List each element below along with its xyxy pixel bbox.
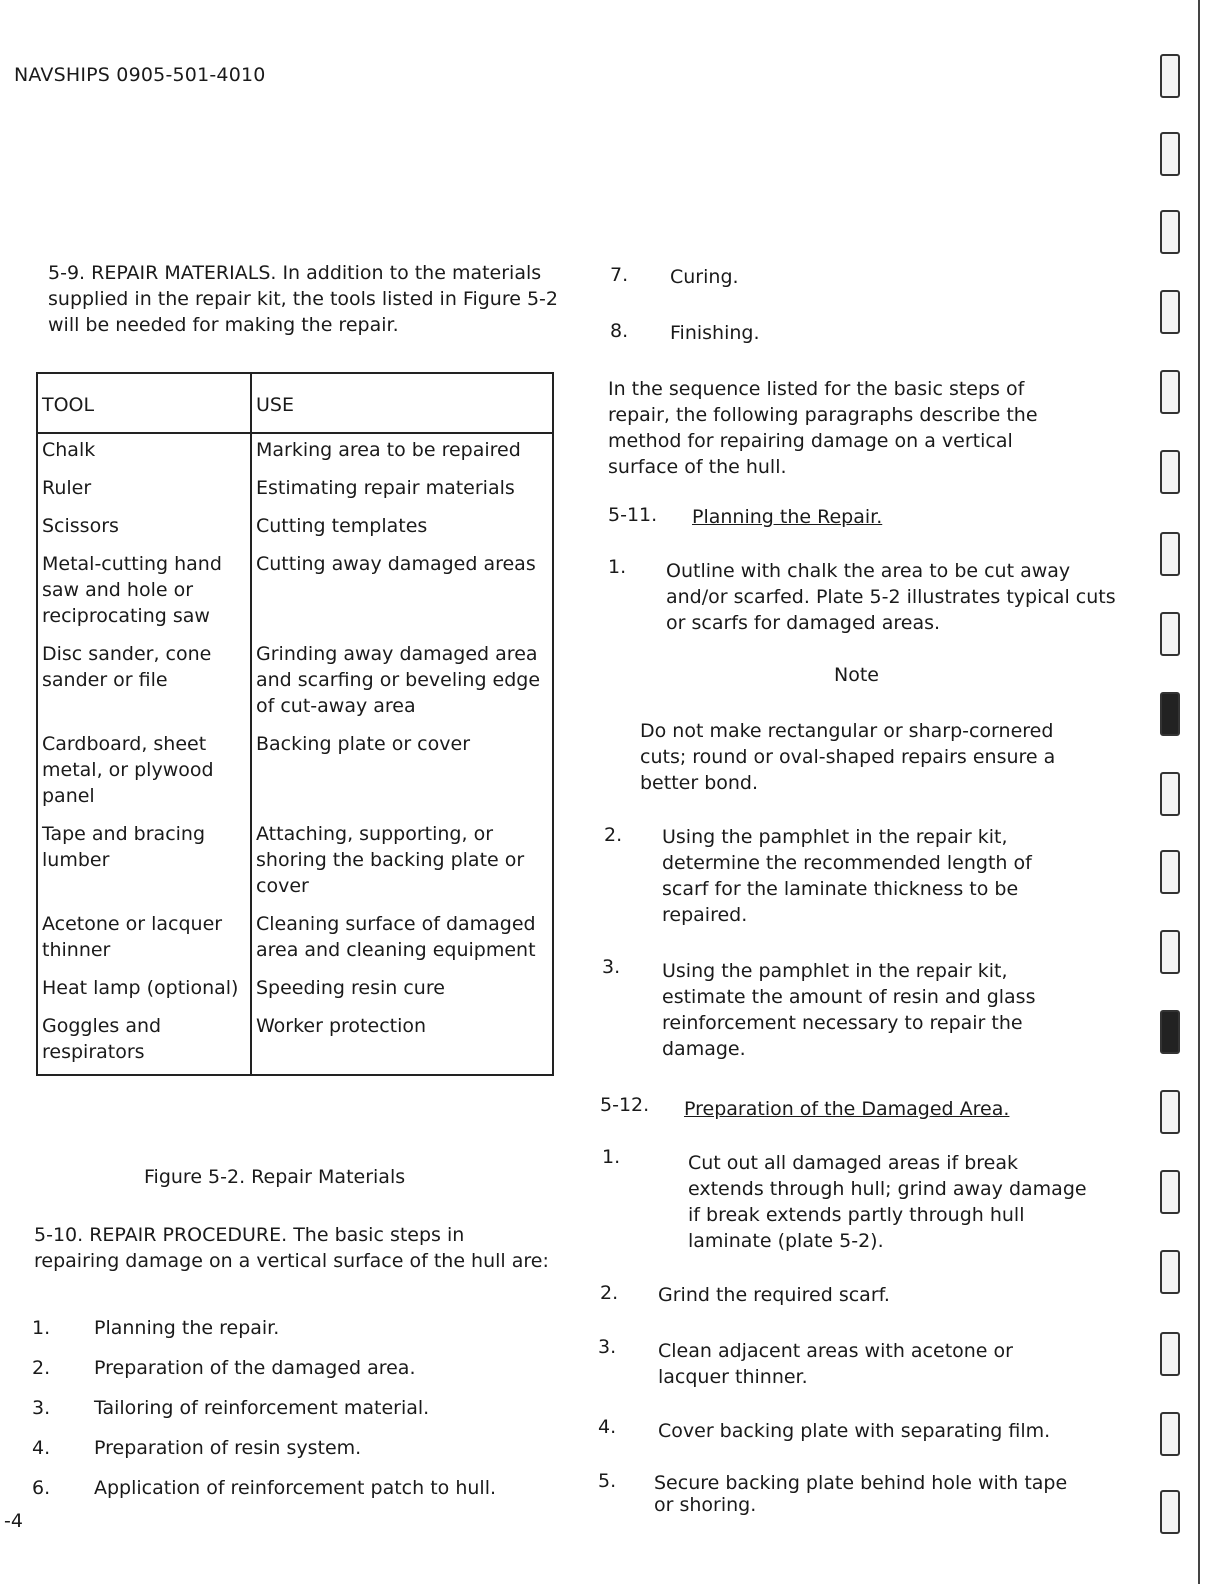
tool-cell: Tape and bracing lumber: [37, 818, 251, 908]
list-item: [32, 1394, 572, 1434]
binder-hole: [1160, 370, 1180, 414]
prep-step-5-number: 5.: [598, 1470, 617, 1492]
table-header-row: [37, 373, 553, 433]
plan-step-1-number: 1.: [608, 556, 627, 578]
basic-steps-list: [32, 1314, 572, 1514]
prep-step-4-text: Cover backing plate with separating film.: [658, 1420, 1051, 1442]
plan-step-2-number: 2.: [604, 824, 623, 846]
use-cell: Marking area to be repaired: [256, 439, 521, 461]
binder-hole: [1160, 532, 1180, 576]
use-cell: Estimating repair materials: [256, 477, 515, 499]
tool-cell: Goggles and respirators: [37, 1010, 251, 1075]
use-cell: Speeding resin cure: [256, 977, 445, 999]
prep-step-1-number: 1.: [602, 1146, 621, 1168]
sequence-intro-paragraph: In the sequence listed for the basic steps of repair, the following paragraphs describe the method for repairing damage on a vertical surface of the hull.: [608, 378, 1038, 478]
table-row: [37, 818, 553, 908]
page-edge-line: [1198, 0, 1200, 1584]
step-7-number: 7.: [610, 264, 629, 286]
prep-step-5-text: Secure backing plate behind hole with tape or shoring.: [654, 1472, 1068, 1516]
use-cell: Cleaning surface of damaged area and cleaning equipment: [256, 913, 536, 961]
step-number: 2.: [32, 1357, 51, 1379]
section-5-12-title: Preparation of the Damaged Area.: [684, 1098, 1010, 1120]
binder-hole: [1160, 692, 1180, 736]
binder-hole: [1160, 930, 1180, 974]
table-row: [37, 472, 553, 510]
note-title: Note: [834, 664, 879, 686]
binder-hole: [1160, 1250, 1180, 1294]
column-header-tool: TOOL: [37, 373, 251, 433]
binder-hole: [1160, 1412, 1180, 1456]
binder-hole: [1160, 1490, 1180, 1534]
binder-hole: [1160, 772, 1180, 816]
table-row: [37, 1010, 553, 1075]
note-text: Do not make rectangular or sharp-cornered cuts; round or oval-shaped repairs ensure a better bond.: [640, 720, 1056, 794]
step-number: 4.: [32, 1437, 51, 1459]
step-number: 1.: [32, 1317, 51, 1339]
binder-hole: [1160, 1332, 1180, 1376]
table-row: [37, 728, 553, 818]
step-7-text: Curing.: [670, 266, 739, 288]
list-item: [32, 1314, 572, 1354]
binder-hole: [1160, 612, 1180, 656]
binder-hole: [1160, 450, 1180, 494]
step-text: Preparation of resin system.: [94, 1437, 362, 1459]
plan-step-3-text: Using the pamphlet in the repair kit, estimate the amount of resin and glass reinforcement necessary to repair the damage.: [662, 960, 1036, 1060]
use-cell: Worker protection: [256, 1015, 427, 1037]
section-5-12-number: 5-12.: [600, 1094, 650, 1116]
table-row: [37, 972, 553, 1010]
step-text: Tailoring of reinforcement material.: [94, 1397, 430, 1419]
repair-materials-table: [36, 372, 554, 1076]
use-cell: Grinding away damaged area and scarfing or beveling edge of cut-away area: [256, 643, 541, 717]
plan-step-3-number: 3.: [602, 956, 621, 978]
section-5-11-title: Planning the Repair.: [692, 506, 883, 528]
section-5-11-number: 5-11.: [608, 504, 658, 526]
binder-hole: [1160, 290, 1180, 334]
tool-cell: Acetone or lacquer thinner: [37, 908, 251, 972]
tool-cell: Chalk: [37, 433, 251, 472]
table-row: [37, 548, 553, 638]
plan-step-1-text: Outline with chalk the area to be cut away and/or scarfed. Plate 5-2 illustrates typical cuts or scarfs for damaged areas.: [666, 560, 1116, 634]
tool-cell: Metal-cutting hand saw and hole or reciprocating saw: [37, 548, 251, 638]
prep-step-3-text: Clean adjacent areas with acetone or lacquer thinner.: [658, 1340, 1013, 1388]
binder-hole: [1160, 1010, 1180, 1054]
list-item: [32, 1434, 572, 1474]
step-text: Planning the repair.: [94, 1317, 280, 1339]
tool-cell: Scissors: [37, 510, 251, 548]
table-row: [37, 433, 553, 472]
page-number: -4: [4, 1510, 23, 1532]
use-cell: Backing plate or cover: [256, 733, 471, 755]
step-text: Preparation of the damaged area.: [94, 1357, 416, 1379]
binder-hole: [1160, 54, 1180, 98]
use-cell: Attaching, supporting, or shoring the backing plate or cover: [256, 823, 525, 897]
tool-cell: Disc sander, cone sander or file: [37, 638, 251, 728]
prep-step-2-number: 2.: [600, 1282, 619, 1304]
list-item: [32, 1474, 572, 1514]
table-row: [37, 510, 553, 548]
prep-step-2-text: Grind the required scarf.: [658, 1284, 890, 1306]
binder-hole: [1160, 1170, 1180, 1214]
tool-cell: Heat lamp (optional): [37, 972, 251, 1010]
table-row: [37, 638, 553, 728]
binder-hole: [1160, 850, 1180, 894]
document-number: NAVSHIPS 0905-501-4010: [14, 64, 266, 86]
step-number: 6.: [32, 1477, 51, 1499]
tool-cell: Cardboard, sheet metal, or plywood panel: [37, 728, 251, 818]
paragraph-5-9-repair-materials: 5-9. REPAIR MATERIALS. In addition to the materials supplied in the repair kit, the tools listed in Figure 5-2 will be needed for making the repair.: [48, 262, 558, 336]
step-8-text: Finishing.: [670, 322, 760, 344]
step-8-number: 8.: [610, 320, 629, 342]
prep-step-3-number: 3.: [598, 1336, 617, 1358]
figure-caption: Figure 5-2. Repair Materials: [144, 1166, 406, 1188]
step-number: 3.: [32, 1397, 51, 1419]
table-row: [37, 908, 553, 972]
binder-hole: [1160, 132, 1180, 176]
binder-holes: [1150, 40, 1190, 1560]
binder-hole: [1160, 210, 1180, 254]
binder-hole: [1160, 1090, 1180, 1134]
paragraph-5-10-repair-procedure: 5-10. REPAIR PROCEDURE. The basic steps in repairing damage on a vertical surface of the hull are:: [34, 1224, 549, 1272]
tool-cell: Ruler: [37, 472, 251, 510]
prep-step-4-number: 4.: [598, 1416, 617, 1438]
use-cell: Cutting templates: [256, 515, 428, 537]
list-item: [32, 1354, 572, 1394]
step-text: Application of reinforcement patch to hull.: [94, 1477, 497, 1499]
prep-step-1-text: Cut out all damaged areas if break extends through hull; grind away damage if break extends partly through hull laminate (plate 5-2).: [688, 1152, 1087, 1252]
use-cell: Cutting away damaged areas: [256, 553, 536, 575]
column-header-use: USE: [251, 373, 553, 433]
plan-step-2-text: Using the pamphlet in the repair kit, determine the recommended length of scarf for the laminate thickness to be repaired.: [662, 826, 1032, 926]
